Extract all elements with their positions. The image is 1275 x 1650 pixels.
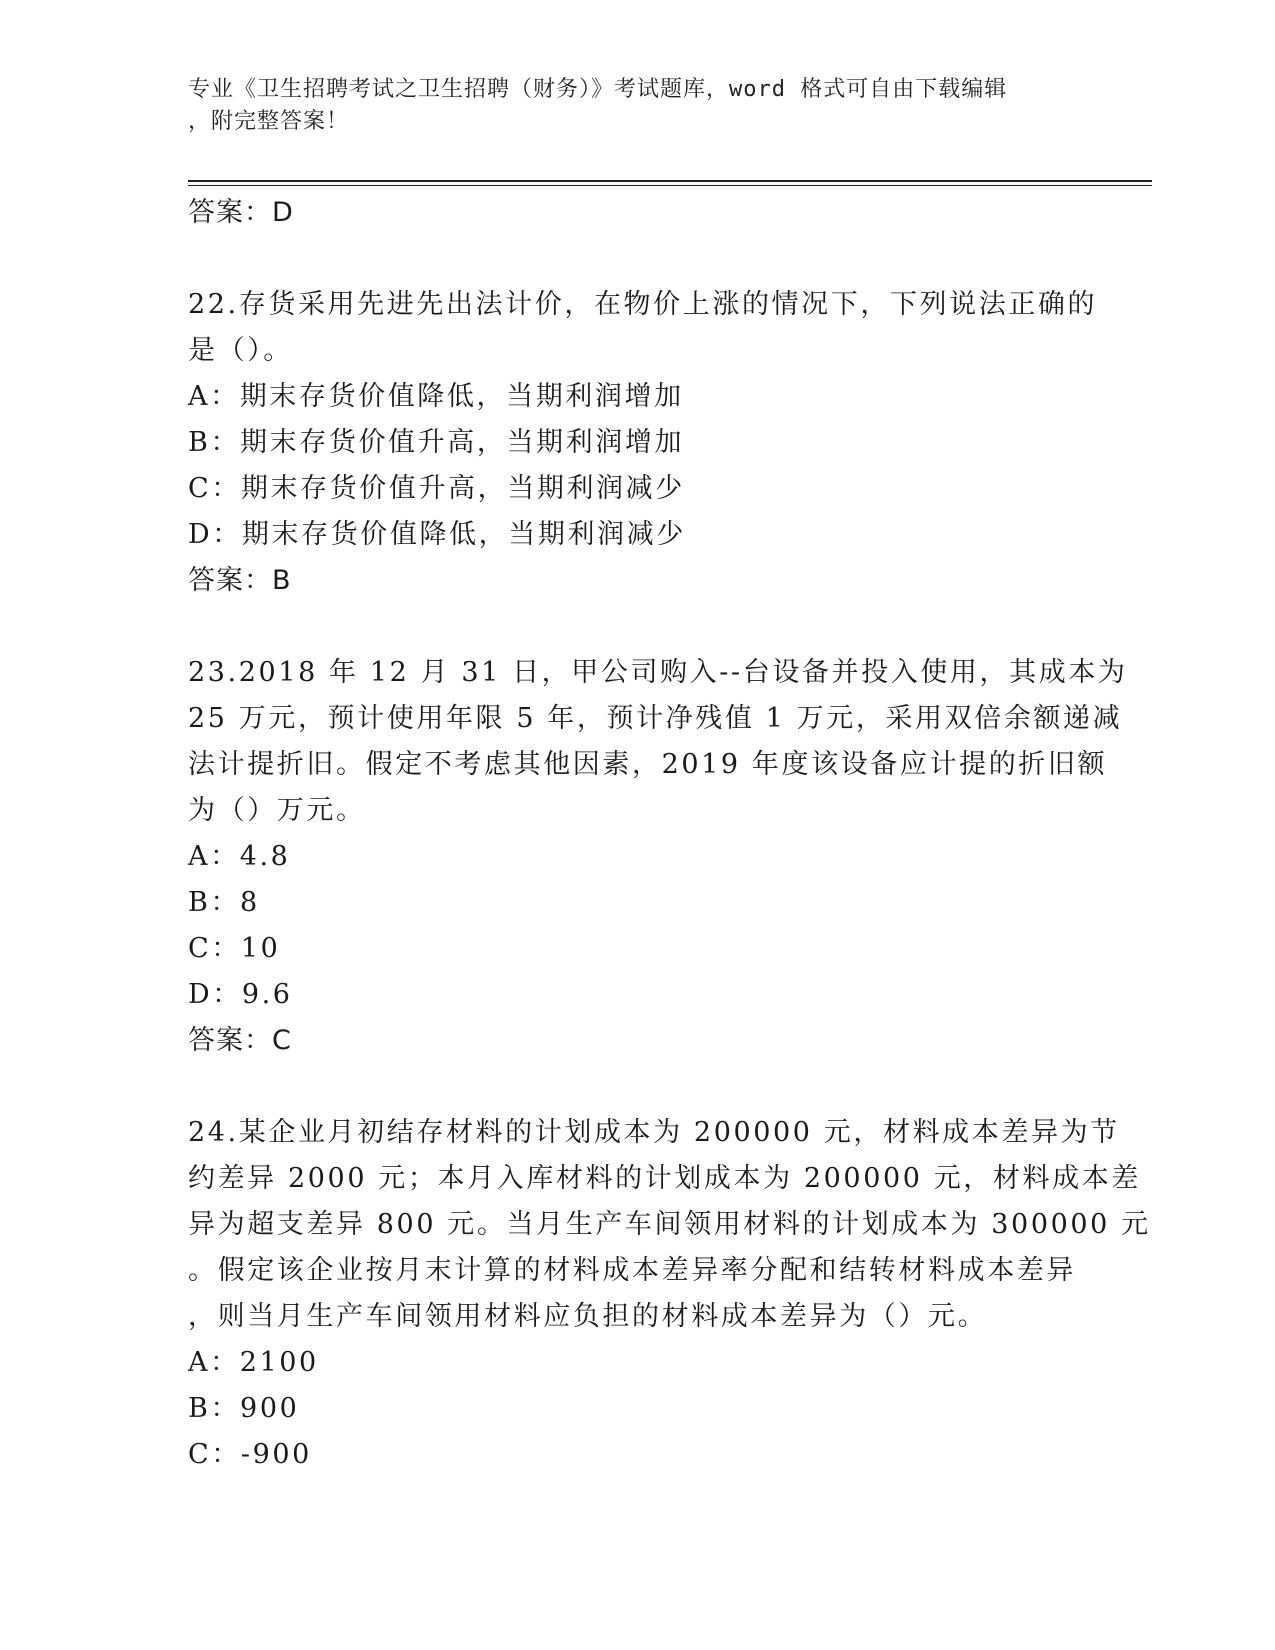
option-d: D：期末存货价值降低，当期利润减少 xyxy=(188,519,686,550)
question-stem-line: 为（）万元。 xyxy=(188,795,366,826)
question-stem-line: 23.2018 年 12 月 31 日，甲公司购入--台设备并投入使用，其成本为 xyxy=(188,657,1128,688)
answer-q23: 答案：C xyxy=(188,1025,292,1056)
question-stem-line: 异为超支差异 800 元。当月生产车间领用材料的计划成本为 300000 元 xyxy=(188,1209,1151,1240)
question-stem-line: 22.存货采用先进先出法计价，在物价上涨的情况下，下列说法正确的 xyxy=(188,289,1098,320)
question-22 xyxy=(188,282,1098,604)
option-c: C：-900 xyxy=(188,1439,312,1470)
header-line-2: ，附完整答案！ xyxy=(188,109,350,134)
option-c: C：10 xyxy=(188,933,281,964)
spacer xyxy=(188,1064,1088,1110)
option-a: A：期末存货价值降低，当期利润增加 xyxy=(188,381,684,412)
header-line-1: 专业《卫生招聘考试之卫生招聘（财务）》考试题库，word 格式可自由下载编辑 xyxy=(188,77,1008,102)
question-stem-line: ，则当月生产车间领用材料应负担的材料成本差异为（）元。 xyxy=(188,1301,988,1332)
option-a: A：4.8 xyxy=(188,841,291,872)
option-b: B：8 xyxy=(188,887,260,918)
option-b: B：期末存货价值升高，当期利润增加 xyxy=(188,427,685,458)
option-a: A：2100 xyxy=(188,1347,319,1378)
page-header xyxy=(188,74,1088,138)
question-stem-line: 约差异 2000 元；本月入库材料的计划成本为 200000 元，材料成本差 xyxy=(188,1163,1141,1194)
question-stem-line: 是（）。 xyxy=(188,335,293,366)
question-stem-line: 。假定该企业按月末计算的材料成本差异率分配和结转材料成本差异 xyxy=(188,1255,1076,1286)
option-c: C：期末存货价值升高，当期利润减少 xyxy=(188,473,685,504)
question-stem-line: 25 万元，预计使用年限 5 年，预计净残值 1 万元，采用双倍余额递减 xyxy=(188,703,1123,734)
question-23 xyxy=(188,650,1128,1064)
option-d: D：9.6 xyxy=(188,979,293,1010)
answer-q21: 答案：D xyxy=(188,197,294,228)
header-divider-thin xyxy=(188,185,1152,186)
question-list xyxy=(188,190,1151,1478)
question-24 xyxy=(188,1110,1151,1478)
answer-q22: 答案：B xyxy=(188,565,292,596)
option-b: B：900 xyxy=(188,1393,300,1424)
question-stem-line: 法计提折旧。假定不考虑其他因素，2019 年度该设备应计提的折旧额 xyxy=(188,749,1108,780)
spacer xyxy=(188,236,1088,282)
header-divider-thick xyxy=(188,180,1152,182)
spacer xyxy=(188,604,1088,650)
question-stem-line: 24.某企业月初结存材料的计划成本为 200000 元，材料成本差异为节 xyxy=(188,1117,1120,1148)
